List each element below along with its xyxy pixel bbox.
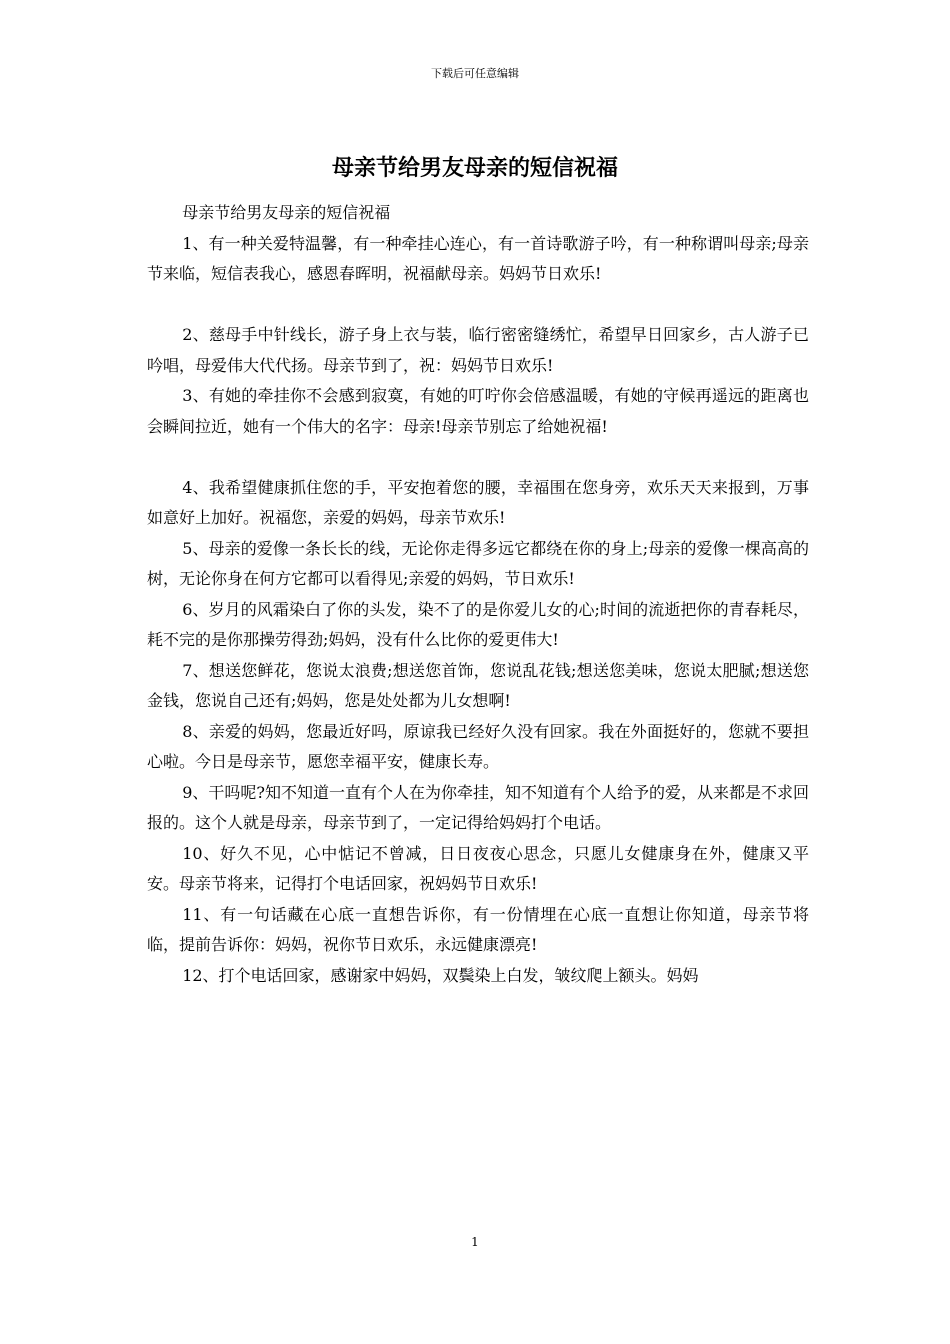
paragraph-item-2: 2、慈母手中针线长，游子身上衣与装，临行密密缝绣忙，希望早日回家乡，古人游子已吟唱，母爱伟大代代扬。母亲节到了，祝：妈妈节日欢乐! (147, 325, 809, 375)
paragraph-item-9: 9、干吗呢?知不知道一直有个人在为你牵挂，知不知道有个人给予的爱，从来都是不求回报的。这个人就是母亲，母亲节到了，一定记得给妈妈打个电话。 (147, 782, 809, 832)
paragraph-item-7: 7、想送您鲜花，您说太浪费;想送您首饰，您说乱花钱;想送您美味，您说太肥腻;想送您金钱，您说自己还有;妈妈，您是处处都为儿女想啊! (147, 660, 809, 710)
paragraph-item-3: 3、有她的牵挂你不会感到寂寞，有她的叮咛你会倍感温暖，有她的守候再遥远的距离也会瞬间拉近，她有一个伟大的名字：母亲!母亲节别忘了给她祝福! (147, 386, 809, 436)
paragraph-item-8: 8、亲爱的妈妈，您最近好吗，原谅我已经好久没有回家。我在外面挺好的，您就不要担心啦。今日是母亲节，愿您幸福平安，健康长寿。 (147, 721, 809, 771)
paragraph-subtitle: 母亲节给男友母亲的短信祝福 (182, 203, 391, 222)
paragraph-item-11: 11、有一句话藏在心底一直想告诉你，有一份情埋在心底一直想让你知道，母亲节将临，提前告诉你：妈妈，祝你节日欢乐，永远健康漂亮! (147, 904, 809, 954)
document-title: 母亲节给男友母亲的短信祝福 (331, 156, 618, 181)
paragraph-item-12: 12、打个电话回家，感谢家中妈妈，双鬓染上白发，皱纹爬上额头。妈妈 (182, 965, 699, 985)
paragraph-item-6: 6、岁月的风霜染白了你的头发，染不了的是你爱儿女的心;时间的流逝把你的青春耗尽，耗不完的是你那操劳得劲;妈妈，没有什么比你的爱更伟大! (147, 599, 809, 649)
document-body (147, 198, 809, 991)
paragraph-item-1: 1、有一种关爱特温馨，有一种牵挂心连心，有一首诗歌游子吟，有一种称谓叫母亲;母亲节来临，短信表我心，感恩春晖明，祝福献母亲。妈妈节日欢乐! (147, 233, 809, 283)
header-note: 下载后可任意编辑 (431, 67, 519, 80)
paragraph-item-10: 10、好久不见，心中惦记不曾减，日日夜夜心思念，只愿儿女健康身在外，健康又平安。母亲节将来，记得打个电话回家，祝妈妈节日欢乐! (147, 843, 809, 893)
paragraph-item-5: 5、母亲的爱像一条长长的线，无论你走得多远它都绕在你的身上;母亲的爱像一棵高高的树，无论你身在何方它都可以看得见;亲爱的妈妈，节日欢乐! (147, 538, 809, 588)
paragraph-item-4: 4、我希望健康抓住您的手，平安抱着您的腰，幸福围在您身旁，欢乐天天来报到，万事如意好上加好。祝福您，亲爱的妈妈，母亲节欢乐! (147, 477, 809, 527)
page-number: 1 (471, 1235, 479, 1249)
